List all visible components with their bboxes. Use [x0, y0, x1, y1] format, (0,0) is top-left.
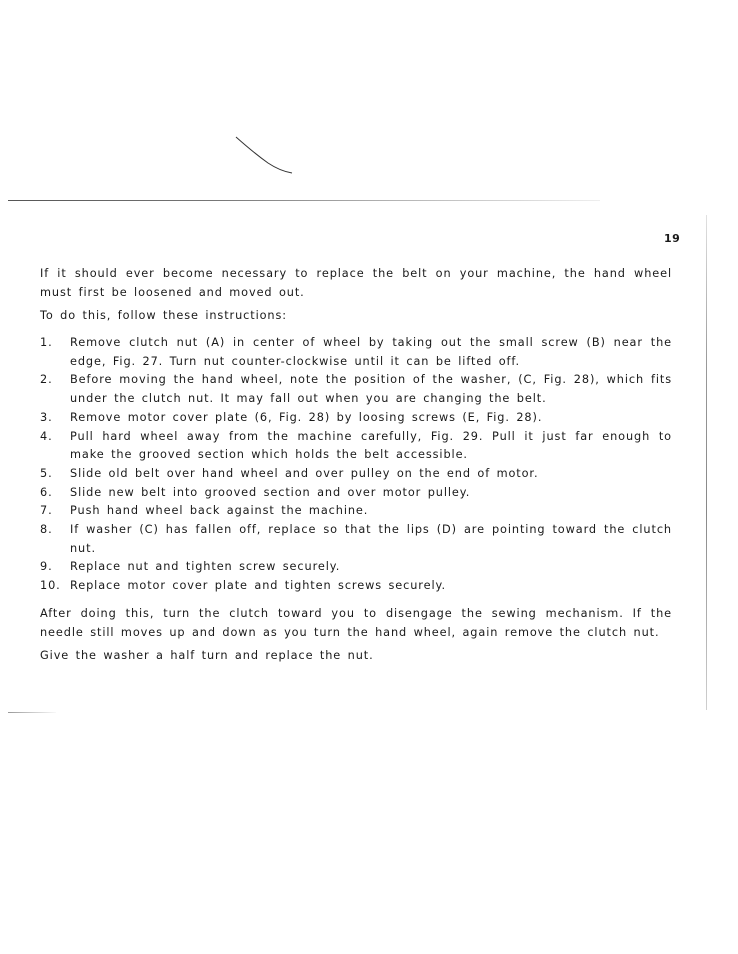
list-item: [40, 409, 672, 428]
list-item: [40, 502, 672, 521]
list-item: [40, 334, 672, 371]
scan-page-edge: [706, 215, 707, 710]
instructions-lead: To do this, follow these instructions:: [40, 309, 287, 322]
step-number: 5.: [40, 466, 53, 480]
step-number: 6.: [40, 485, 53, 499]
step-number: 2.: [40, 373, 53, 387]
pen-stroke-mark: [234, 135, 296, 177]
step-text: Before moving the hand wheel, note the position of the washer, (C, Fig. 28), which fits under the clutch nut. It may fall out when you are changing the belt.: [70, 373, 672, 406]
step-text: If washer (C) has fallen off, replace so that the lips (D) are pointing toward the clutch nut.: [70, 523, 672, 555]
step-text: Replace nut and tighten screw securely.: [70, 560, 341, 574]
list-item: [40, 484, 672, 503]
page-number: 19: [664, 232, 681, 245]
step-number: 9.: [40, 560, 53, 574]
step-text: Push hand wheel back against the machine.: [70, 504, 369, 518]
step-number: 3.: [40, 410, 53, 424]
step-number: 1.: [40, 336, 53, 349]
list-item: [40, 521, 672, 558]
step-text: Remove motor cover plate (6, Fig. 28) by loosing screws (E, Fig. 28).: [70, 410, 543, 424]
step-text: Replace motor cover plate and tighten screws securely.: [70, 579, 446, 593]
final-paragraph: Give the washer a half turn and replace the nut.: [40, 649, 374, 662]
step-text: Remove clutch nut (A) in center of wheel by taking out the small screw (B) near the edge, Fig. 27. Turn nut counter-clockwise until it can be lifted off.: [70, 336, 672, 368]
intro-paragraph: If it should ever become necessary to replace the belt on your machine, the hand wheel must first be loosened and moved out.: [40, 267, 672, 299]
step-number: 4.: [40, 429, 53, 443]
step-number: 8.: [40, 523, 53, 537]
scan-edge-mark: [8, 712, 56, 713]
list-item: [40, 371, 672, 408]
step-number: 7.: [40, 504, 53, 518]
scan-divider-line: [8, 200, 600, 201]
step-text: Pull hard wheel away from the machine carefully, Fig. 29. Pull it just far enough to make the grooved section which holds the belt accessible.: [70, 429, 672, 462]
after-paragraph: After doing this, turn the clutch toward you to disengage the sewing mechanism. If the needle still moves up and down as you turn the hand wheel, again remove the clutch nut.: [40, 607, 672, 639]
step-text: Slide new belt into grooved section and over motor pulley.: [70, 485, 471, 499]
list-item: [40, 577, 672, 596]
instruction-list: [40, 334, 672, 596]
step-number: 10.: [40, 579, 61, 593]
step-text: Slide old belt over hand wheel and over pulley on the end of motor.: [70, 466, 539, 480]
list-item: [40, 465, 672, 484]
list-item: [40, 558, 672, 577]
list-item: [40, 428, 672, 465]
